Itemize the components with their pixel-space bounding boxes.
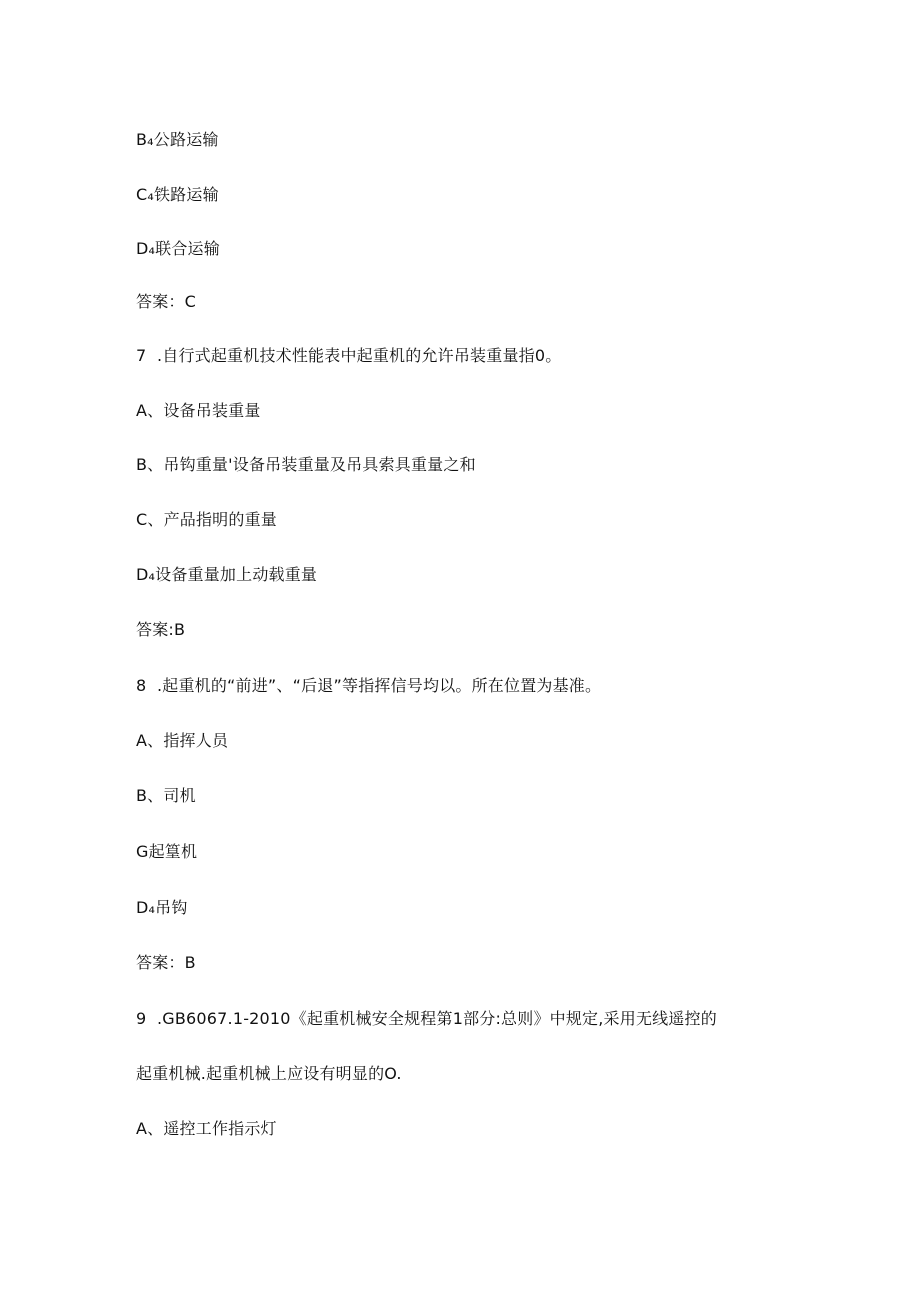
q7-option-b: B、吊钩重量'设备吊装重量及吊具索具重量之和: [136, 455, 476, 474]
question-8: 8 .起重机的“前进”、“后退”等指挥信号均以。所在位置为基准。: [136, 676, 602, 695]
q8-option-d: D₄吊钩: [136, 898, 188, 917]
q8-option-a: A、指挥人员: [136, 731, 229, 750]
q7-option-d: D₄设备重量加上动载重量: [136, 565, 318, 584]
question-9-line-1: 9 .GB6067.1-2010《起重机械安全规程第1部分:总则》中规定,采用无线遥控的: [136, 1009, 717, 1028]
question-9-line-2: 起重机械.起重机械上应设有明显的O.: [136, 1064, 402, 1083]
q8-option-c: G起篁机: [136, 842, 198, 861]
option-c-railway: C₄铁路运输: [136, 185, 219, 204]
question-7: 7 .自行式起重机技术性能表中起重机的允许吊装重量指0。: [136, 346, 562, 365]
q7-option-c: C、产品指明的重量: [136, 510, 277, 529]
option-d-combined: D₄联合运输: [136, 239, 220, 258]
answer-8: 答案：B: [136, 953, 196, 972]
q9-option-a: A、遥控工作指示灯: [136, 1119, 277, 1138]
answer-7: 答案:B: [136, 620, 186, 639]
q8-option-b: B、司机: [136, 786, 196, 805]
answer-6: 答案：C: [136, 292, 196, 311]
option-b-highway: B₄公路运输: [136, 130, 219, 149]
q7-option-a: A、设备吊装重量: [136, 401, 261, 420]
